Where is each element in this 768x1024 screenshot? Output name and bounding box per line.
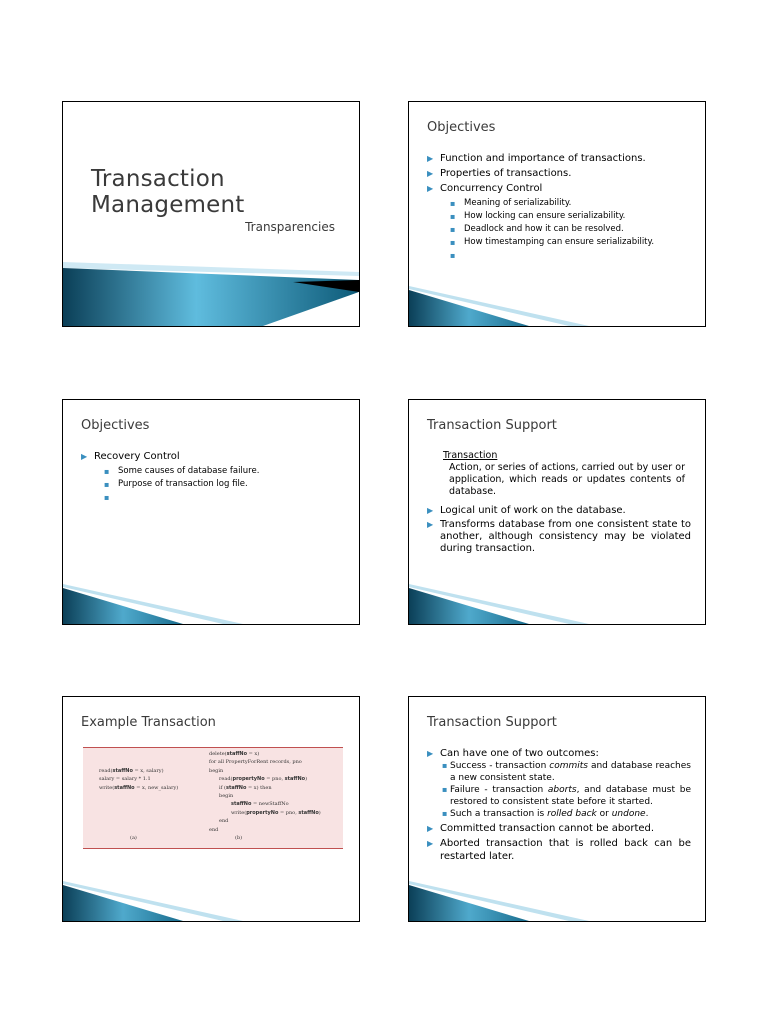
- arrow-bullet-icon: ▶: [427, 520, 434, 529]
- dot-bullet-icon: ▪: [450, 238, 456, 247]
- dot-bullet-icon: ▪: [450, 251, 456, 260]
- figure-label-b: (b): [235, 835, 243, 841]
- footer-swoosh-graphic: [63, 881, 359, 921]
- list-item: ▶ Function and importance of transactions.: [427, 153, 646, 164]
- slide-title: Objectives: [81, 418, 150, 433]
- slide-title: Example Transaction: [81, 715, 216, 730]
- sub-list-item: ▪ Success - transaction commits and database reaches a new consistent state.: [442, 761, 691, 783]
- slide-2: [408, 101, 706, 327]
- list-item: ▶ Concurrency Control ▪ Meaning of serializability. ▪ How locking can ensure serializability. ▪ Deadlock and how it can be resolved. ▪ How timestamping can ensure serializability. ▪: [427, 182, 691, 249]
- term-label: Transaction: [443, 450, 498, 461]
- sub-list-item: ▪ Purpose of transaction log file.: [104, 479, 248, 489]
- dot-bullet-icon: ▪: [104, 467, 110, 476]
- arrow-bullet-icon: ▶: [427, 839, 434, 848]
- dot-bullet-icon: ▪: [104, 480, 110, 489]
- list-item: ▶ Properties of transactions.: [427, 168, 572, 179]
- list-item: ▶ Recovery Control ▪ Some causes of database failure. ▪ Purpose of transaction log file. ▪: [81, 450, 345, 491]
- slide-3: [62, 399, 360, 625]
- slide-title: Transaction Management: [91, 166, 245, 218]
- slide-title: Transaction Support: [427, 715, 557, 730]
- list-item: ▶ Committed transaction cannot be aborted.: [427, 823, 655, 834]
- support-list: [427, 504, 691, 557]
- footer-swoosh-graphic: [409, 881, 705, 921]
- figure-label-a: (a): [130, 835, 137, 841]
- code-figure: [83, 747, 343, 849]
- slide-6: [408, 696, 706, 922]
- arrow-bullet-icon: ▶: [427, 184, 434, 193]
- list-item: ▶ Can have one of two outcomes: ▪ Success - transaction commits and database reaches a new consistent state. ▪ Failure - transaction aborts, and database must be restored to consistent state before it started. ▪ Such a transaction is rolled back or undone.: [427, 748, 691, 819]
- slide-5: [62, 696, 360, 922]
- slide-subtitle: Transparencies: [245, 220, 335, 234]
- sub-list-item: ▪ Meaning of serializability.: [450, 198, 572, 208]
- objectives-list: [427, 152, 691, 260]
- slide-title: Objectives: [427, 120, 496, 135]
- footer-swoosh-graphic: [63, 584, 359, 624]
- code-block-b: delete(staffNo = x) for all PropertyForRent records, pno begin read(propertyNo = pno, staffNo) if (staffNo = x) then begin staffNo = newStaffNo write(propertyNo = pno, staffNo) end end: [209, 751, 321, 833]
- arrow-bullet-icon: ▶: [427, 154, 434, 163]
- sub-list-item: ▪ How timestamping can ensure serializability.: [450, 237, 655, 247]
- term-definition: Action, or series of actions, carried out by user or application, which reads or updates contents of database.: [449, 462, 685, 497]
- title-swoosh-graphic: [63, 262, 359, 326]
- sub-list-item: ▪ Some causes of database failure.: [104, 466, 260, 476]
- arrow-bullet-icon: ▶: [427, 749, 434, 758]
- arrow-bullet-icon: ▶: [427, 169, 434, 178]
- sub-list-item: ▪ Deadlock and how it can be resolved.: [450, 224, 624, 234]
- dot-bullet-icon: ▪: [442, 761, 448, 770]
- slide-title: Transaction Support: [427, 418, 557, 433]
- list-item: ▶ Aborted transaction that is rolled back can be restarted later.: [427, 838, 691, 862]
- objectives-list: [81, 450, 345, 502]
- dot-bullet-icon: ▪: [442, 785, 448, 794]
- arrow-bullet-icon: ▶: [427, 506, 434, 515]
- dot-bullet-icon: ▪: [442, 809, 448, 818]
- arrow-bullet-icon: ▶: [81, 452, 88, 461]
- sub-list-item: ▪ How locking can ensure serializability.: [450, 211, 626, 221]
- outcomes-list: [427, 747, 691, 865]
- sub-list-item: ▪ Such a transaction is rolled back or undone.: [442, 809, 649, 819]
- code-block-a: read(staffNo = x, salary) salary = salary * 1.1 write(staffNo = x, new_salary): [99, 768, 179, 791]
- list-item: ▶ Transforms database from one consistent state to another, although consistency may be violated during transaction.: [427, 519, 691, 554]
- list-item: ▶ Logical unit of work on the database.: [427, 505, 626, 516]
- dot-bullet-icon: ▪: [104, 493, 110, 502]
- dot-bullet-icon: ▪: [450, 199, 456, 208]
- slide-1: [62, 101, 360, 327]
- dot-bullet-icon: ▪: [450, 212, 456, 221]
- dot-bullet-icon: ▪: [450, 225, 456, 234]
- footer-swoosh-graphic: [409, 584, 705, 624]
- sub-list-item: ▪ Failure - transaction aborts, and database must be restored to consistent state before it started.: [442, 785, 691, 807]
- slide-4: [408, 399, 706, 625]
- footer-swoosh-graphic: [409, 286, 705, 326]
- arrow-bullet-icon: ▶: [427, 824, 434, 833]
